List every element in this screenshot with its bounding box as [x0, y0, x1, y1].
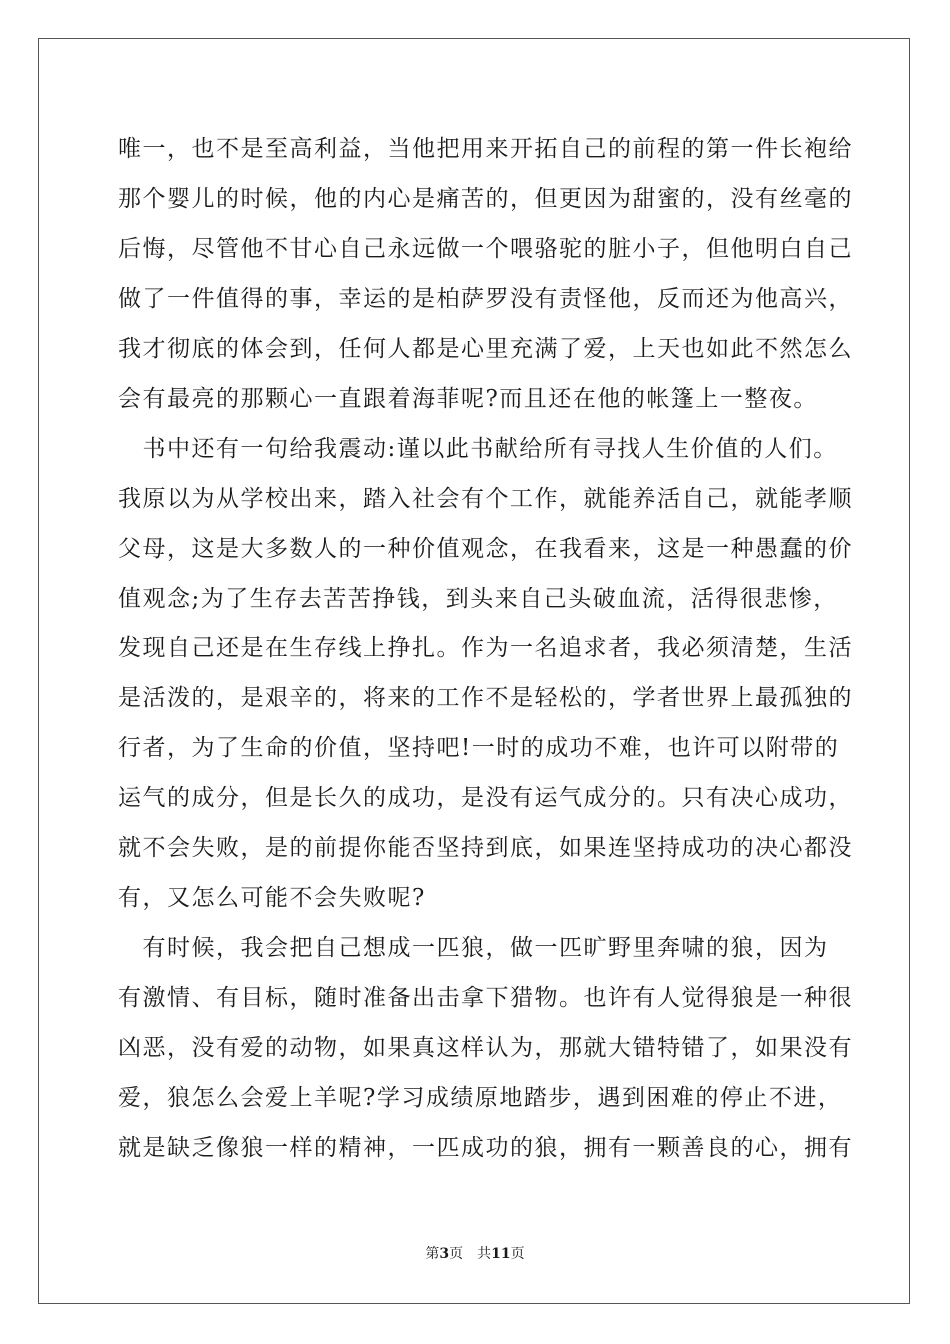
- text-line: 书中还有一句给我震动:谨以此书献给所有寻找人生价值的人们。: [118, 436, 838, 462]
- text-line: 有激情、有目标，随时准备出击拿下猎物。也许有人觉得狼是一种很: [118, 985, 853, 1011]
- text-line: 就不会失败，是的前提你能否坚持到底，如果连坚持成功的决心都没: [118, 835, 853, 861]
- footer-page-suffix: 页 共: [449, 1246, 492, 1262]
- text-line: 唯一，也不是至高利益，当他把用来开拓自己的前程的第一件长袍给: [118, 136, 853, 162]
- text-line: 值观念;为了生存去苦苦挣钱，到头来自己头破血流，活得很悲惨，: [118, 586, 838, 612]
- text-line: 我才彻底的体会到，任何人都是心里充满了爱，上天也如此不然怎么: [118, 336, 853, 362]
- text-line: 凶恶，没有爱的动物，如果真这样认为，那就大错特错了，如果没有: [118, 1035, 853, 1061]
- text-line: 会有最亮的那颗心一直跟着海菲呢?而且还在他的帐篷上一整夜。: [118, 386, 818, 412]
- text-line: 父母，这是大多数人的一种价值观念，在我看来，这是一种愚蠢的价: [118, 536, 853, 562]
- footer-total-suffix: 页: [510, 1246, 525, 1262]
- page-number: 3: [439, 1246, 450, 1262]
- text-line: 做了一件值得的事，幸运的是柏萨罗没有责怪他，反而还为他高兴，: [118, 286, 853, 312]
- text-line: 有，又怎么可能不会失败呢?: [118, 885, 426, 911]
- text-line: 发现自己还是在生存线上挣扎。作为一名追求者，我必须清楚，生活: [118, 635, 853, 661]
- text-line: 我原以为从学校出来，踏入社会有个工作，就能养活自己，就能孝顺: [118, 486, 853, 512]
- text-line: 那个婴儿的时候，他的内心是痛苦的，但更因为甜蜜的，没有丝毫的: [118, 186, 853, 212]
- text-line: 行者，为了生命的价值，坚持吧!一时的成功不难，也许可以附带的: [118, 735, 840, 761]
- text-line: 就是缺乏像狼一样的精神，一匹成功的狼，拥有一颗善良的心，拥有: [118, 1135, 853, 1161]
- text-line: 是活泼的，是艰辛的，将来的工作不是轻松的，学者世界上最孤独的: [118, 685, 853, 711]
- page-footer: [0, 1244, 950, 1264]
- text-line: 有时候，我会把自己想成一匹狼，做一匹旷野里奔啸的狼，因为: [118, 935, 829, 961]
- total-pages: 11: [491, 1246, 511, 1262]
- footer-prefix: 第: [425, 1246, 440, 1262]
- text-line: 后悔，尽管他不甘心自己永远做一个喂骆驼的脏小子，但他明白自己: [118, 236, 853, 262]
- text-line: 运气的成分，但是长久的成功，是没有运气成分的。只有决心成功，: [118, 785, 853, 811]
- text-line: 爱，狼怎么会爱上羊呢?学习成绩原地踏步，遇到困难的停止不进，: [118, 1085, 843, 1111]
